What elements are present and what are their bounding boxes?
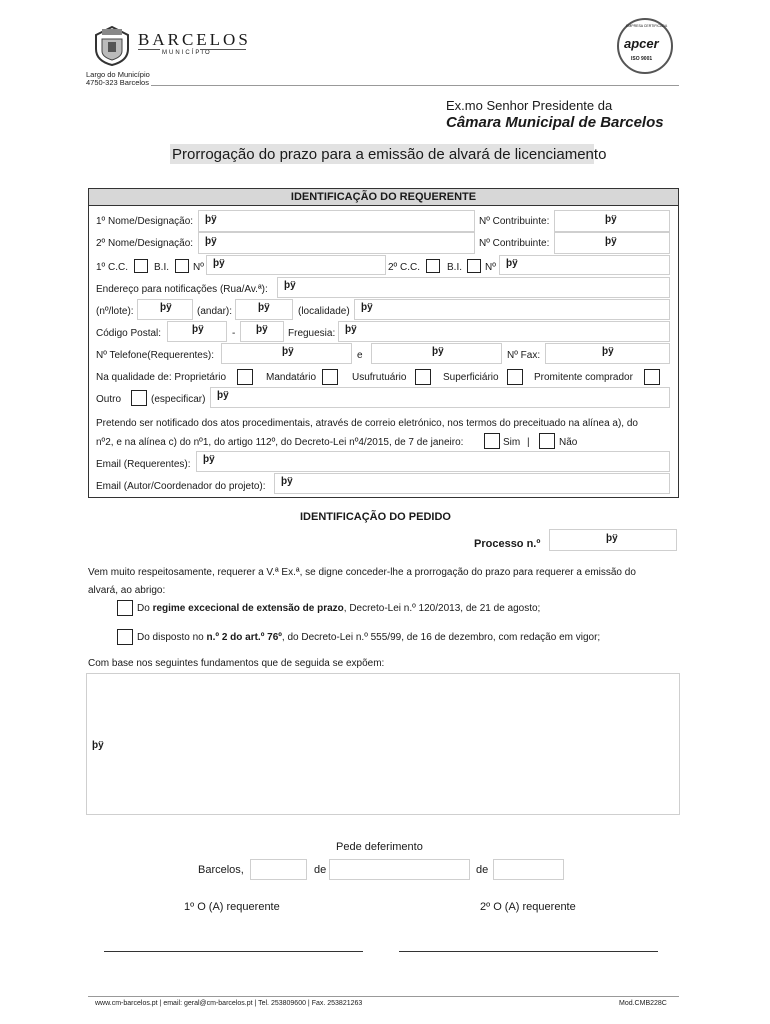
yes-no-separator: | (527, 437, 530, 448)
fax-label: Nº Fax: (507, 350, 541, 361)
cc2-label: 2º C.C. (388, 262, 420, 273)
date-de-2: de (476, 864, 489, 876)
floor-field[interactable]: þÿ (235, 299, 293, 320)
lot-field[interactable]: þÿ (137, 299, 193, 320)
notify-yes-label: Sim (503, 437, 521, 448)
floor-label: (andar): (197, 306, 233, 317)
mandatario-checkbox[interactable] (322, 369, 338, 385)
locality-field[interactable]: þÿ (354, 299, 670, 320)
requester1-signature-label: 1º O (A) requerente (184, 901, 280, 913)
art76-text: Do disposto no n.º 2 do art.º 76º, do Decreto-Lei n.º 555/99, de 16 de dezembro, com redação em vigor; (137, 632, 601, 643)
footer-contacts: www.cm-barcelos.pt | email: geral@cm-barcelos.pt | Tel. 253809600 | Fax. 253821263 (95, 1000, 363, 1007)
date-de-1: de (314, 864, 327, 876)
superficiario-checkbox[interactable] (507, 369, 523, 385)
notify-no-checkbox[interactable] (539, 433, 555, 449)
postal-code-dash: - (232, 328, 236, 339)
process-number-field[interactable]: þÿ (549, 529, 677, 551)
cc2-checkbox[interactable] (426, 259, 440, 273)
name1-label: 1º Nome/Designação: (96, 216, 194, 227)
name1-field[interactable]: þÿ (198, 210, 475, 232)
bi1-label: B.I. (154, 262, 170, 273)
certification-seal: apcer ISO 9001 EMPRESA CERTIFICADA (617, 18, 673, 74)
notify-no-label: Não (559, 437, 578, 448)
superficiario-label: Superficiário (443, 372, 499, 383)
name2-field[interactable]: þÿ (198, 232, 475, 254)
other-checkbox[interactable] (131, 390, 147, 406)
footer-divider (88, 996, 679, 997)
request-section-heading: IDENTIFICAÇÃO DO PEDIDO (300, 511, 451, 523)
nif1-label: Nº Contribuinte: (479, 216, 550, 227)
document-title-box (170, 144, 607, 164)
form-model-code: Mod.CMB228C (619, 1000, 667, 1007)
nif2-field[interactable]: þÿ (554, 232, 670, 254)
address-field[interactable]: þÿ (277, 277, 670, 298)
exceptional-regime-checkbox[interactable] (117, 600, 133, 616)
postal-code-field[interactable]: þÿ (167, 321, 227, 342)
municipal-coat-of-arms-icon (90, 23, 134, 67)
cc1-label: 1º C.C. (96, 262, 128, 273)
name2-label: 2º Nome/Designação: (96, 238, 194, 249)
id2-number-field[interactable]: þÿ (499, 255, 670, 275)
request-intro-line-1: Vem muito respeitosamente, requerer a V.ª Ex.ª, se digne conceder-lhe a prorrogação do prazo para requerer a emissão do (88, 567, 636, 578)
postal-code-label: Código Postal: (96, 328, 162, 339)
recipient-line-2: Câmara Municipal de Barcelos (446, 114, 664, 131)
parish-label: Freguesia: (288, 328, 336, 339)
city-label: Barcelos, (198, 864, 244, 876)
parish-field[interactable]: þÿ (338, 321, 670, 342)
postal-code-suffix-field[interactable]: þÿ (240, 321, 284, 342)
bi1-checkbox[interactable] (175, 259, 189, 273)
grounds-label: Com base nos seguintes fundamentos que de seguida se expõem: (88, 658, 385, 669)
notify-text-line-2: nº2, e na alínea c) do nº1, do artigo 112º, do Decreto-Lei nº4/2015, de 7 de janeiro: (96, 437, 464, 448)
phone-label: Nº Telefone(Requerentes): (96, 350, 214, 361)
art76-checkbox[interactable] (117, 629, 133, 645)
recipient-line-1: Ex.mo Senhor Presidente da (446, 98, 613, 113)
document-title: Prorrogação do prazo para a emissão de alvará de licenciamento (172, 146, 607, 163)
usufrutuario-label: Usufrutuário (352, 372, 407, 383)
promitente-checkbox[interactable] (644, 369, 660, 385)
phone-and-label: e (357, 350, 363, 361)
municipality-subtitle: MUNICÍPIO (162, 50, 212, 56)
email-requester-label: Email (Requerentes): (96, 459, 191, 470)
fax-field[interactable]: þÿ (545, 343, 670, 364)
header-divider (151, 85, 679, 86)
nif2-label: Nº Contribuinte: (479, 238, 550, 249)
locality-label: (localidade) (298, 306, 350, 317)
other-label: Outro (96, 394, 122, 405)
deferment-request: Pede deferimento (336, 841, 423, 853)
address-line-1: Largo do Município (86, 70, 150, 79)
bi2-label: B.I. (447, 262, 463, 273)
email-author-label: Email (Autor/Coordenador do projeto): (96, 481, 266, 492)
promitente-label: Promitente comprador (534, 372, 633, 383)
quality-label: Na qualidade de: Proprietário (96, 372, 227, 383)
month-field[interactable] (329, 859, 470, 880)
email-requester-field[interactable]: þÿ (196, 451, 670, 472)
specify-field[interactable]: þÿ (210, 387, 670, 408)
lot-label: (nº/lote): (96, 306, 134, 317)
specify-label: (especificar) (151, 394, 206, 405)
grounds-textarea[interactable]: þÿ (86, 673, 680, 815)
nif1-field[interactable]: þÿ (554, 210, 670, 232)
process-number-label: Processo n.º (474, 538, 541, 550)
exceptional-regime-text: Do regime excecional de extensão de prazo, Decreto-Lei n.º 120/2013, de 21 de agosto; (137, 603, 541, 614)
year-field[interactable] (493, 859, 564, 880)
email-author-field[interactable]: þÿ (274, 473, 670, 494)
request-intro-line-2: alvará, ao abrigo: (88, 585, 166, 596)
id1-number-label: Nº (193, 262, 204, 273)
id2-number-label: Nº (485, 262, 496, 273)
cc1-checkbox[interactable] (134, 259, 148, 273)
phone2-field[interactable]: þÿ (371, 343, 502, 364)
id1-number-field[interactable]: þÿ (206, 255, 386, 275)
phone1-field[interactable]: þÿ (221, 343, 352, 364)
notify-yes-checkbox[interactable] (484, 433, 500, 449)
bi2-checkbox[interactable] (467, 259, 481, 273)
address-line-2: 4750-323 Barcelos (86, 78, 149, 87)
address-label: Endereço para notificações (Rua/Av.ª): (96, 284, 268, 295)
applicant-section-header: IDENTIFICAÇÃO DO REQUERENTE (88, 188, 679, 206)
requester2-signature-label: 2º O (A) requerente (480, 901, 576, 913)
notify-text-line-1: Pretendo ser notificado dos atos procedimentais, através de correio eletrónico, nos termos do preceituado na alínea a), do (96, 418, 638, 429)
day-field[interactable] (250, 859, 307, 880)
municipality-name: BARCELOS (138, 30, 251, 49)
usufrutuario-checkbox[interactable] (415, 369, 431, 385)
requester2-signature-line[interactable] (399, 951, 658, 952)
mandatario-label: Mandatário (266, 372, 317, 383)
requester1-signature-line[interactable] (104, 951, 363, 952)
owner-checkbox[interactable] (237, 369, 253, 385)
